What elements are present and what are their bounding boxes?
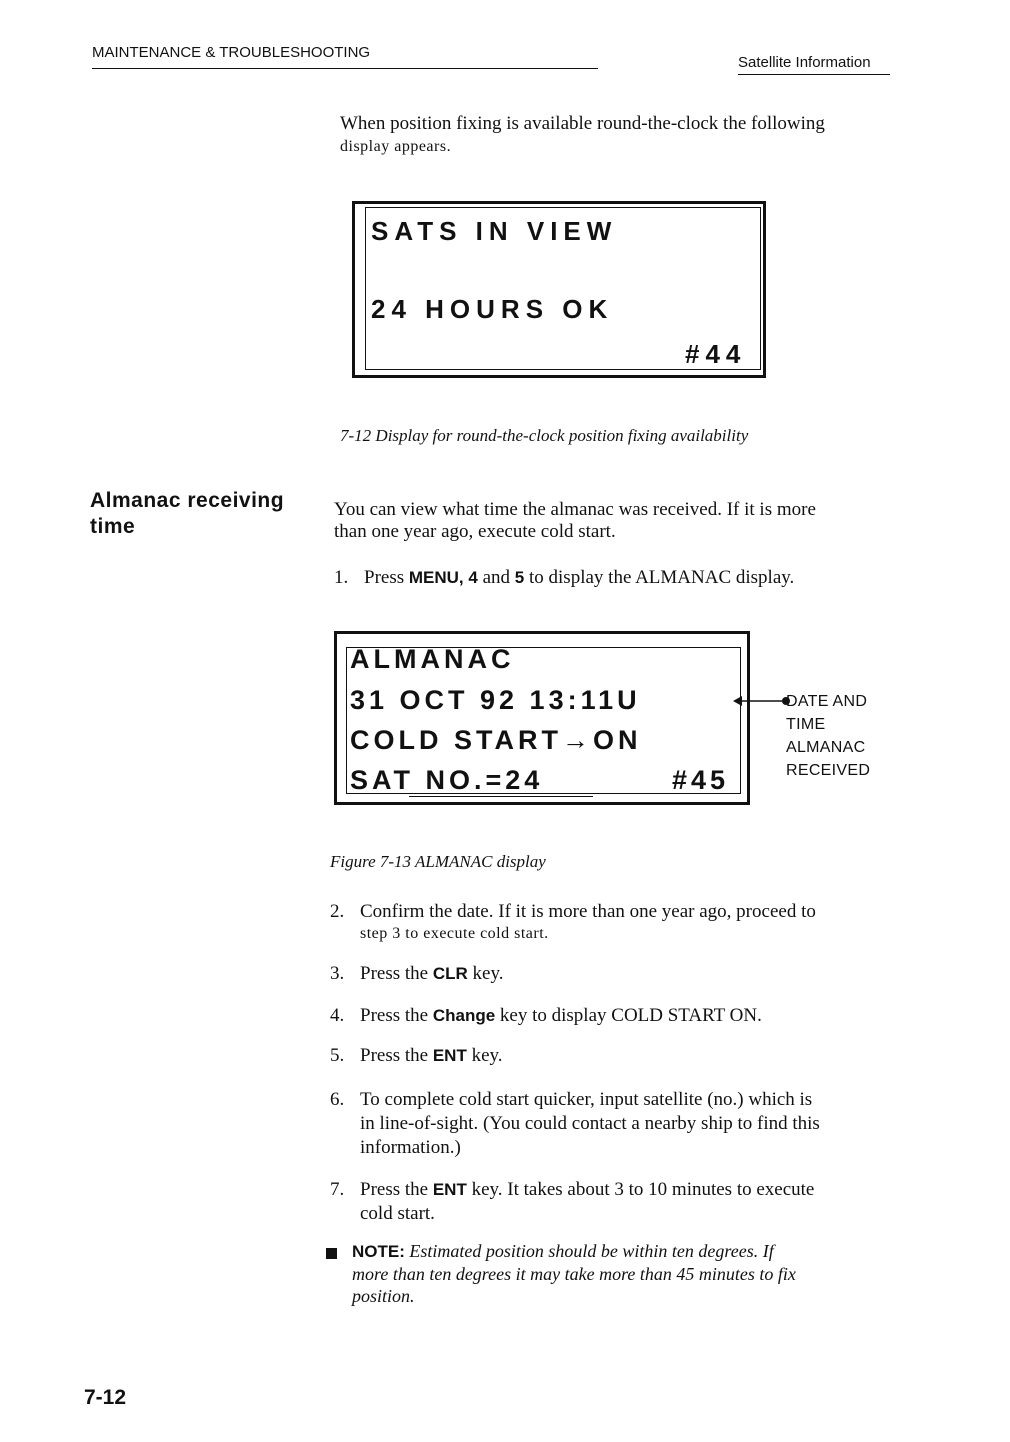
lcd-line-1: ALMANAC — [350, 644, 515, 674]
step-number: 2. — [330, 901, 345, 922]
key-name: CLR — [432, 964, 468, 983]
step-text: Confirm the date. If it is more than one year ago, proceed to step 3 to execute cold start. — [360, 901, 816, 942]
callout-line-4: RECEIVED — [786, 762, 871, 779]
key-name: Change — [432, 1006, 496, 1025]
step-4 — [330, 1004, 900, 1030]
topic-title: Satellite Information — [738, 54, 871, 71]
step-2 — [330, 900, 900, 950]
underline-rule — [409, 796, 593, 797]
section-title: MAINTENANCE & TROUBLESHOOTING — [92, 44, 371, 61]
almanac-para-line-1: You can view what time the almanac was received. If it is more — [334, 499, 816, 520]
topic-rule — [738, 74, 890, 75]
page-number: 7-12 — [84, 1386, 127, 1409]
key-name: ENT — [432, 1046, 467, 1065]
key-name: ENT — [432, 1180, 467, 1199]
lcd-line-2: 31 OCT 92 13:11U — [350, 685, 641, 715]
step-text: Press MENU, 4 and 5 to display the ALMANAC display. — [364, 567, 795, 588]
step-text: Press the ENT key. It takes about 3 to 10 minutes to execute cold start. — [360, 1179, 815, 1224]
lcd-line-3: COLD START→ON — [350, 725, 642, 755]
note-block: NOTE: Estimated position should be within ten degrees. If more than ten degrees it may take more than 45 minutes to fix position. — [352, 1241, 796, 1306]
lcd-line-1: SATS IN VIEW — [371, 216, 618, 246]
step-number: 7. — [330, 1179, 345, 1200]
step-5 — [330, 1044, 900, 1070]
header-rule — [92, 68, 598, 69]
step-number: 3. — [330, 963, 345, 984]
callout-line-3: ALMANAC — [786, 739, 866, 756]
step-number: 5. — [330, 1045, 345, 1066]
step-1 — [334, 566, 894, 592]
step-7 — [330, 1178, 900, 1228]
lcd-display-code: #45 — [672, 765, 730, 795]
step-text: Press the CLR key. — [360, 963, 504, 984]
step-number: 6. — [330, 1089, 345, 1110]
figure-caption-7-12: 7-12 Display for round-the-clock position fixing availability — [340, 426, 749, 445]
note-label: NOTE: — [352, 1242, 405, 1261]
lcd-display-code: #44 — [685, 339, 747, 369]
intro-line-2: display appears. — [340, 138, 452, 155]
step-number: 1. — [334, 567, 349, 588]
callout-line-1: DATE AND — [786, 693, 868, 710]
callout-line-2: TIME — [786, 716, 826, 733]
key-name: 5 — [514, 568, 525, 587]
lcd-display-almanac — [334, 631, 750, 805]
step-text: To complete cold start quicker, input satellite (no.) which is in line-of-sight. (You could contact a nearby ship to find this information.) — [360, 1089, 820, 1158]
callout-arrow-icon — [732, 690, 792, 712]
step-6 — [330, 1088, 900, 1164]
step-3 — [330, 962, 900, 988]
section-heading-line-1: Almanac receiving — [90, 489, 285, 512]
lcd-line-4: SAT NO.=24 — [350, 765, 544, 795]
lcd-display-sats-in-view — [352, 201, 766, 378]
key-name: MENU, 4 — [408, 568, 478, 587]
section-heading-line-2: time — [90, 515, 136, 538]
lcd-line-2: 24 HOURS OK — [371, 294, 614, 324]
almanac-para-line-2: than one year ago, execute cold start. — [334, 521, 616, 542]
intro-line-1: When position fixing is available round-the-clock the following — [340, 113, 825, 134]
note-bullet-icon — [326, 1248, 337, 1259]
step-text: Press the Change key to display COLD START ON. — [360, 1005, 762, 1026]
step-text: Press the ENT key. — [360, 1045, 503, 1066]
step-number: 4. — [330, 1005, 345, 1026]
figure-caption-7-13: Figure 7-13 ALMANAC display — [330, 852, 546, 871]
